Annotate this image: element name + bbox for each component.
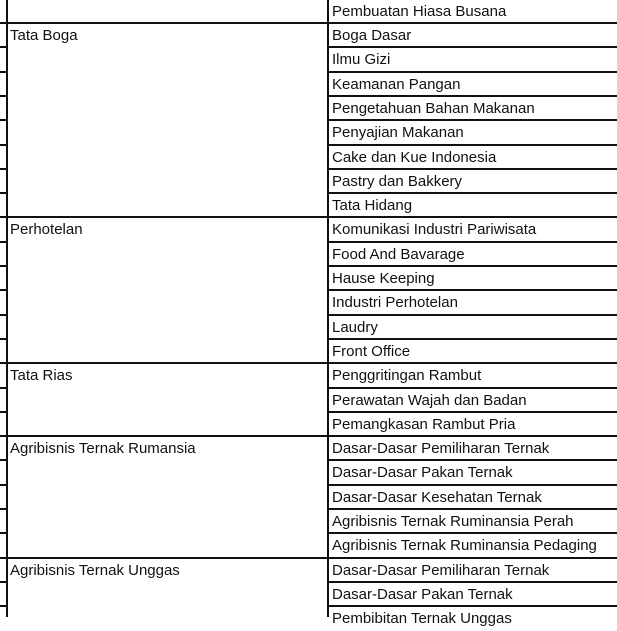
row-border [0,362,617,364]
course-cell[interactable]: Dasar-Dasar Kesehatan Ternak [332,488,542,506]
course-cell[interactable]: Cake dan Kue Indonesia [332,148,497,166]
row-border [0,144,7,146]
course-cell[interactable]: Penyajian Makanan [332,124,464,142]
category-cell[interactable]: Agribisnis Ternak Rumansia [10,440,196,458]
row-border [0,22,617,24]
course-cell[interactable]: Tata Hidang [332,197,413,215]
course-cell[interactable]: Pastry dan Bakkery [332,172,463,190]
course-cell[interactable]: Penggritingan Rambut [332,367,482,385]
course-cell[interactable]: Food And Bavarage [332,245,465,263]
row-border [0,581,7,583]
course-cell[interactable]: Keamanan Pangan [332,75,461,93]
course-cell[interactable]: Dasar-Dasar Pakan Ternak [332,585,513,603]
course-cell[interactable]: Front Office [332,342,411,360]
course-cell[interactable]: Ilmu Gizi [332,51,391,69]
course-cell[interactable]: Pemangkasan Rambut Pria [332,415,516,433]
course-cell[interactable]: Agribisnis Ternak Ruminansia Perah [332,513,574,530]
course-cell[interactable]: Dasar-Dasar Pakan Ternak [332,464,513,482]
course-cell[interactable]: Pembuatan Hiasa Busana [332,2,507,20]
course-cell[interactable]: Komunikasi Industri Pariwisata [332,221,537,239]
row-border [0,338,7,340]
category-cell[interactable]: Tata Boga [10,27,78,44]
row-border [0,241,7,243]
course-cell[interactable]: Laudry [332,318,378,336]
row-border [0,71,7,73]
row-border [0,168,7,170]
row-border [0,289,7,291]
row-border [0,95,7,97]
row-border [0,119,7,121]
row-border [0,484,7,486]
row-border [0,387,7,389]
row-border [0,605,7,607]
category-cell[interactable]: Tata Rias [10,367,73,385]
course-cell[interactable]: Agribisnis Ternak Ruminansia Pedaging [332,537,597,555]
row-border [0,192,7,194]
category-cell[interactable]: Perhotelan [10,221,83,239]
course-cell[interactable]: Boga Dasar [332,27,412,44]
course-cell[interactable]: Dasar-Dasar Pemiliharan Ternak [332,561,550,579]
row-border [0,459,7,461]
row-border [0,265,7,267]
row-border [0,508,7,510]
course-cell[interactable]: Perawatan Wajah dan Badan [332,391,527,409]
row-border [0,314,7,316]
row-border [0,46,7,48]
course-cell[interactable]: Dasar-Dasar Pemiliharan Ternak [332,440,550,458]
course-cell[interactable]: Hause Keeping [332,270,435,287]
column-divider [6,0,8,617]
row-border [0,532,7,534]
course-cell[interactable]: Industri Perhotelan [332,294,458,312]
course-cell[interactable]: Pengetahuan Bahan Makanan [332,99,535,117]
row-border [0,411,7,413]
column-divider [327,0,329,617]
category-cell[interactable]: Agribisnis Ternak Unggas [10,561,180,579]
course-cell[interactable]: Pembibitan Ternak Unggas [332,610,512,628]
